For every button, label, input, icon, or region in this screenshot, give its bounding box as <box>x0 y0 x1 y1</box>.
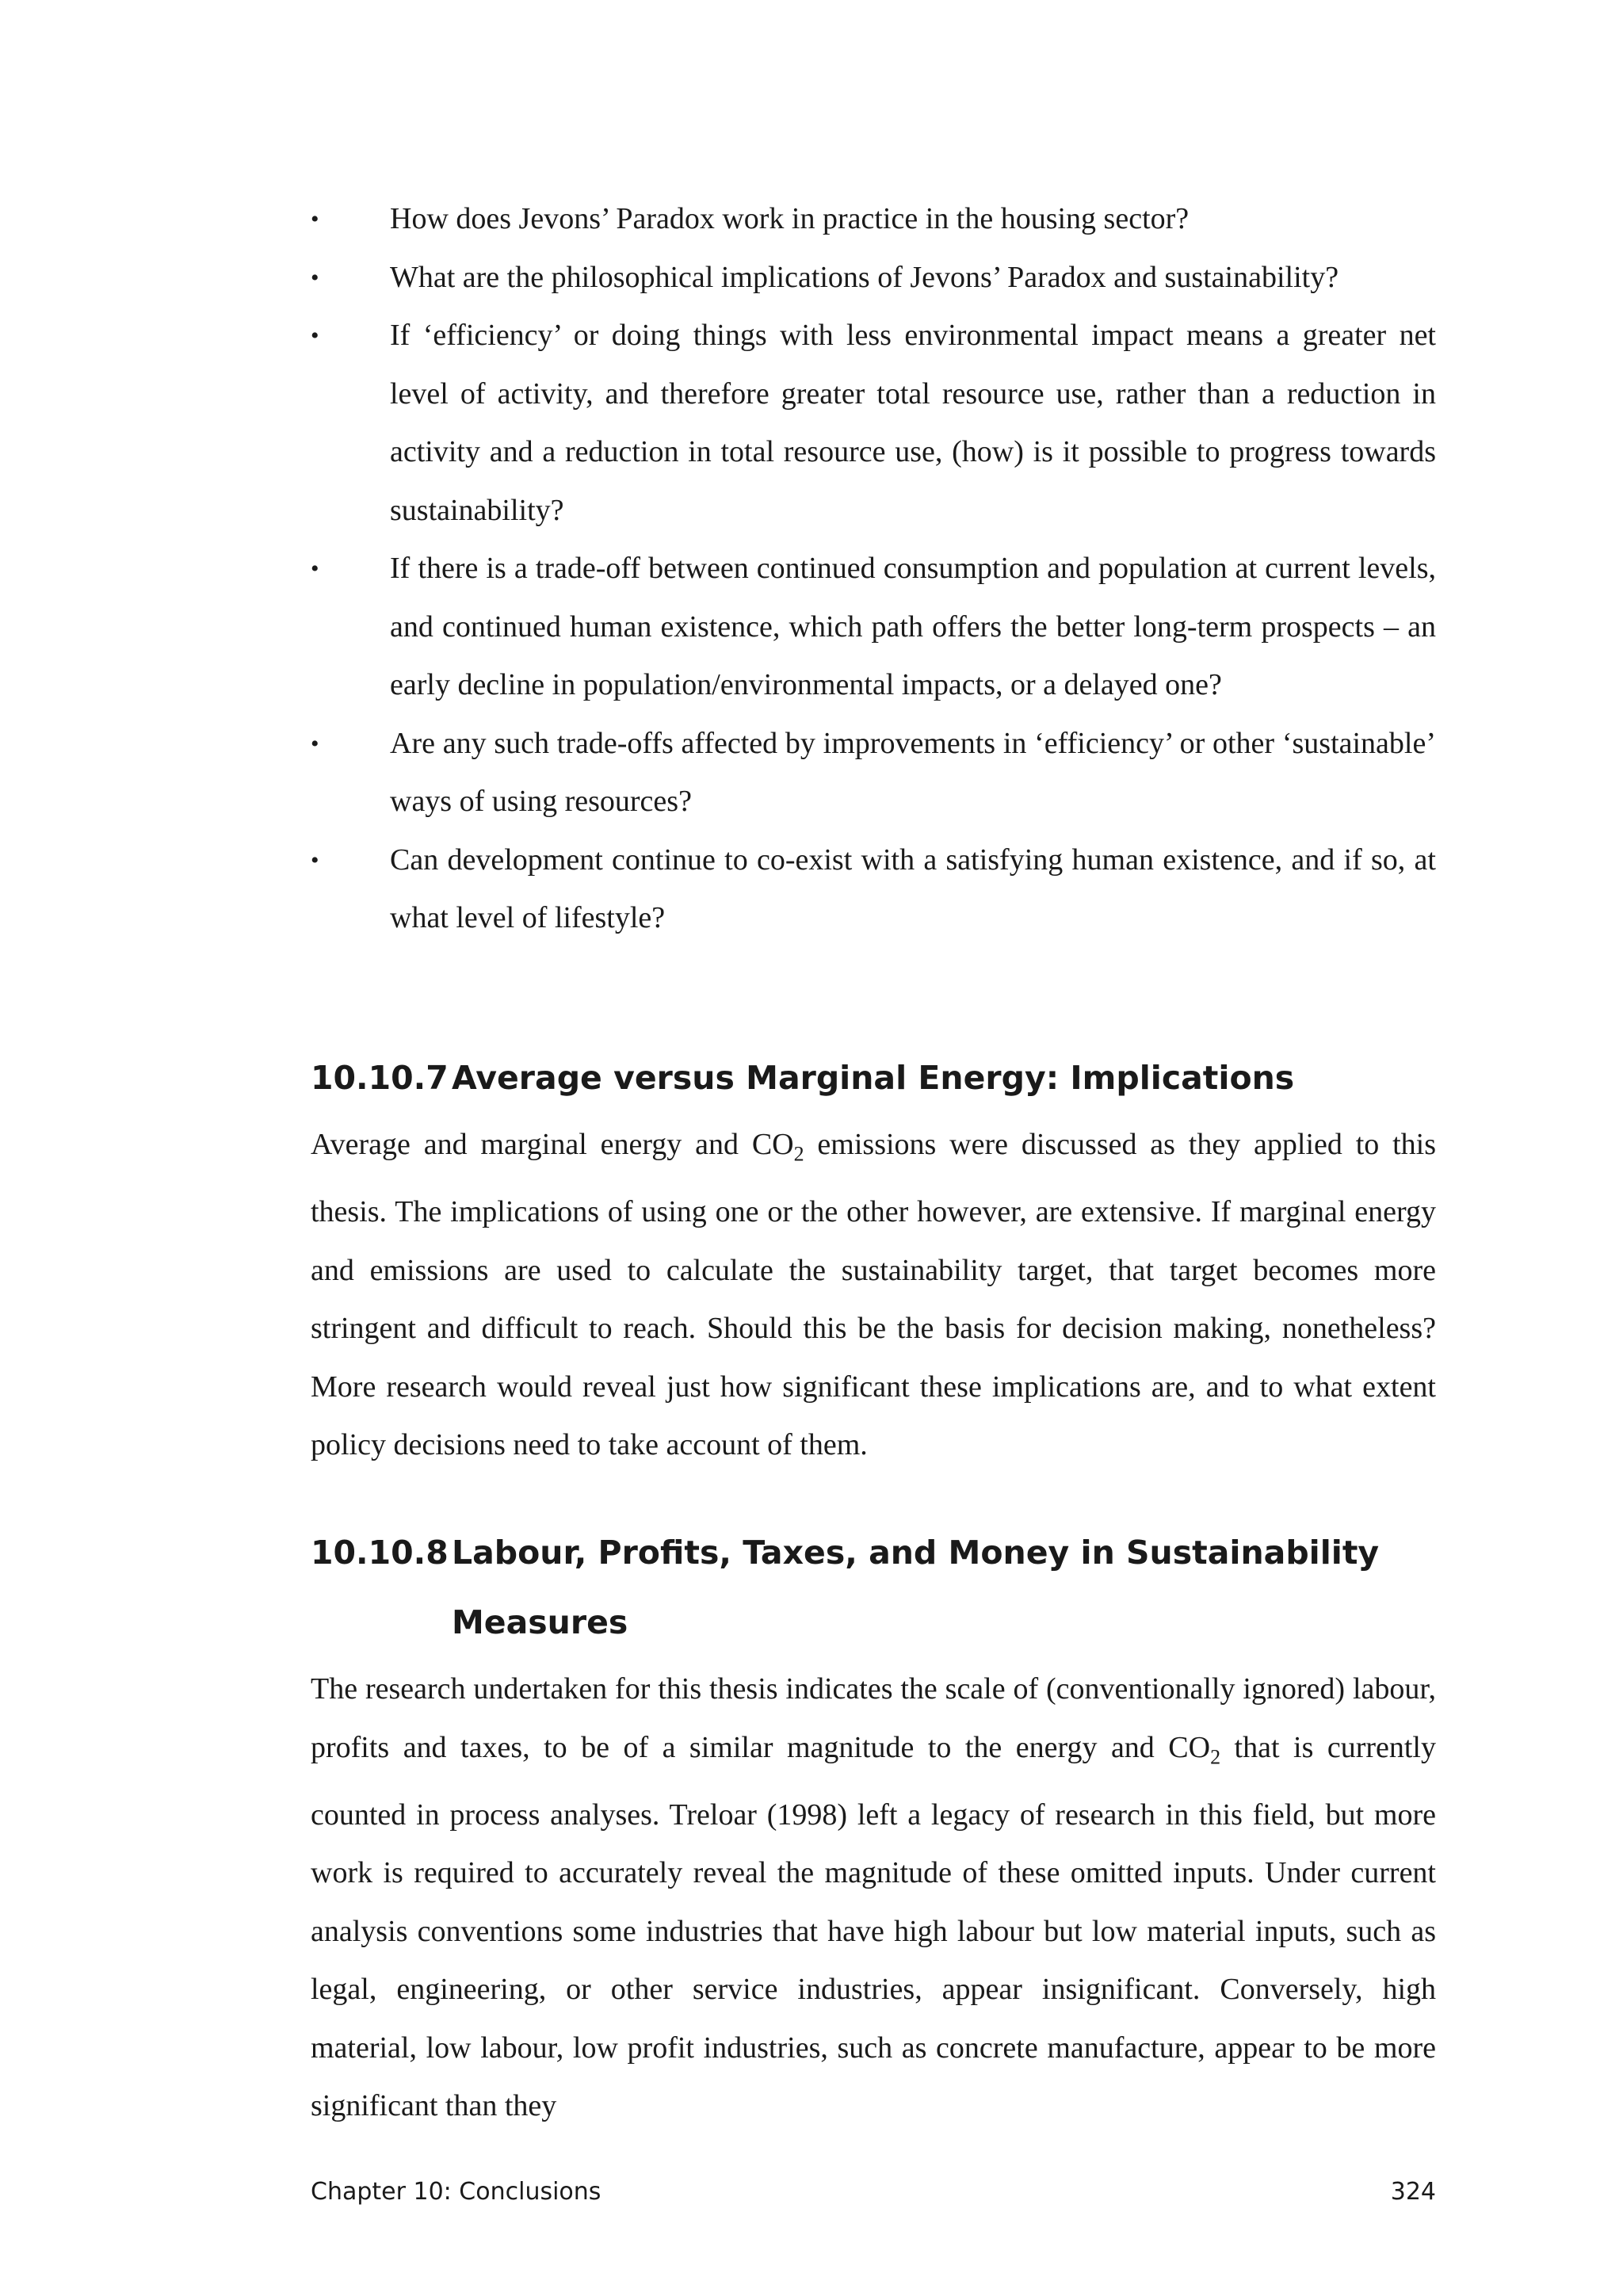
list-item <box>311 190 1436 249</box>
section-heading-10-10-7 <box>311 1043 1436 1113</box>
list-item-text: How does Jevons’ Paradox work in practice in the housing sector? <box>390 202 1190 235</box>
bullet-icon: • <box>311 323 319 349</box>
list-item <box>311 831 1436 948</box>
subscript: 2 <box>1210 1745 1221 1769</box>
bullet-icon: • <box>311 206 319 232</box>
list-item-text: If ‘efficiency’ or doing things with less environmental impact means a greater net level of activity, and therefore greater total resource use, rather than a reduction in activity and a reduction in total resource use, (how) is it possible to progress towards sustainability? <box>390 319 1436 527</box>
list-item-text: Can development continue to co-exist with a satisfying human existence, and if so, at what level of lifestyle? <box>390 842 1436 934</box>
chapter-label: Chapter 10: Conclusions <box>311 2178 601 2206</box>
bullet-icon: • <box>311 264 319 291</box>
subscript: 2 <box>793 1142 804 1166</box>
list-item-text: Are any such trade-offs affected by improvements in ‘efficiency’ or other ‘sustainable’ ways of using resources? <box>390 726 1436 818</box>
section-title: Average versus Marginal Energy: Implications <box>452 1059 1295 1097</box>
bullet-icon: • <box>311 556 319 582</box>
section-number: 10.10.8 <box>311 1534 449 1572</box>
page-footer <box>311 2178 1436 2206</box>
list-item <box>311 307 1436 540</box>
page-number: 324 <box>1390 2178 1436 2206</box>
section-paragraph-10-10-8 <box>311 1660 1436 2136</box>
section-number: 10.10.7 <box>311 1059 449 1097</box>
list-item-text: If there is a trade-off between continued consumption and population at current levels, and continued human existence, which path offers the better long-term prospects – an early decline in population/environmental impacts, or a delayed one? <box>390 552 1436 701</box>
section-title-continued: Measures <box>452 1603 628 1641</box>
question-list <box>311 190 1436 948</box>
bullet-icon: • <box>311 846 319 873</box>
paragraph-text: that is currently counted in process analyses. Treloar (1998) left a legacy of research in this field, but more work is required to accurately reveal the magnitude of these omitted inputs. Under current analysis conventions some industries that have high labour but low material inputs, such as legal, engineering, or other service industries, appear insignificant. Conversely, high material, low labour, low profit industries, such as concrete manufacture, appear to be more significant than they <box>311 1730 1436 2123</box>
list-item-text: What are the philosophical implications of Jevons’ Paradox and sustainability? <box>390 260 1339 294</box>
list-item <box>311 715 1436 831</box>
paragraph-text: emissions were discussed as they applied to this thesis. The implications of using one or the other however, are extensive. If marginal energy and emissions are used to calculate the sustainability target, that target becomes more stringent and difficult to reach. Should this be the basis for decision making, nonetheless? More research would reveal just how significant these implications are, and to what extent policy decisions need to take account of them. <box>311 1128 1436 1462</box>
list-item <box>311 540 1436 715</box>
paragraph-text: Average and marginal energy and CO <box>311 1128 794 1161</box>
section-heading-10-10-8 <box>311 1518 1436 1657</box>
section-paragraph-10-10-7 <box>311 1116 1436 1475</box>
bullet-icon: • <box>311 730 319 757</box>
list-item <box>311 249 1436 308</box>
paragraph-text: The research undertaken for this thesis indicates the scale of (conventionally ignored) labour, profits and taxes, to be of a similar magnitude to the energy and CO <box>311 1672 1436 1764</box>
section-title: Labour, Profits, Taxes, and Money in Sustainability <box>452 1534 1380 1572</box>
